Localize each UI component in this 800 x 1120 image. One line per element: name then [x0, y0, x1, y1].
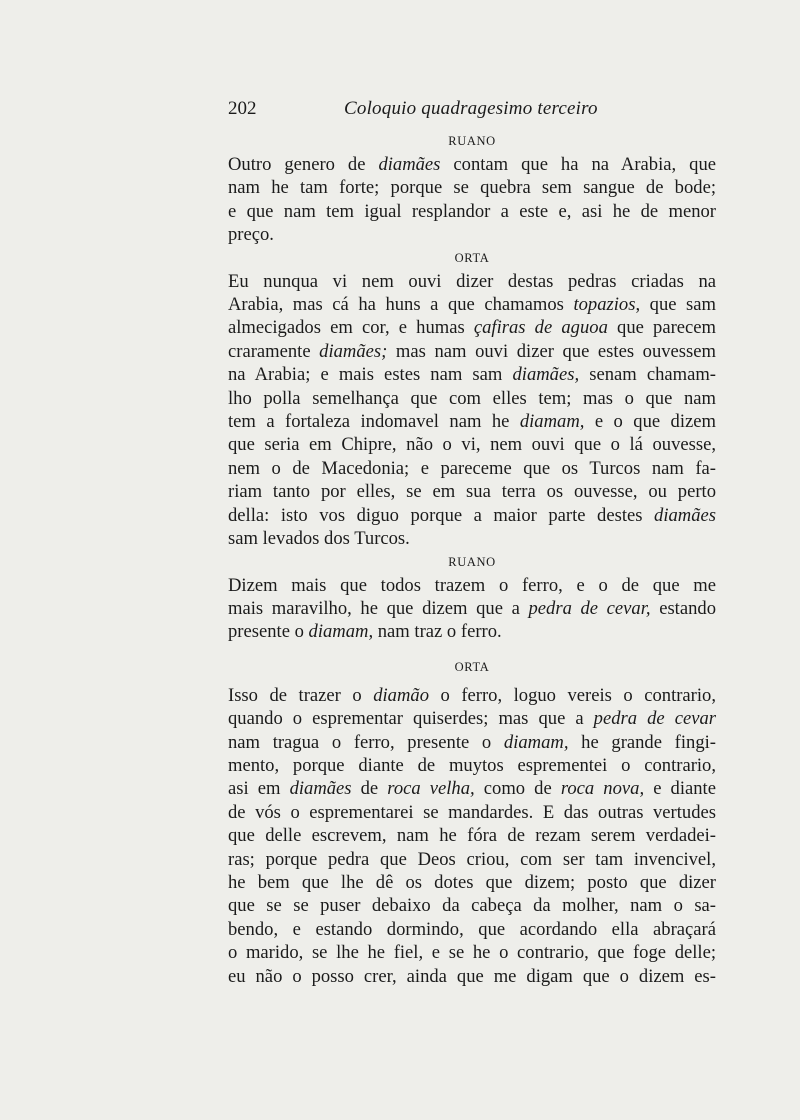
text-line: nam he tam forte; porque se quebra sem sangue de bode; [228, 177, 716, 199]
text-line: mais maravilho, he que dizem que a pedra de cevar, estando [228, 597, 716, 619]
text-line: sam levados dos Turcos. [228, 528, 410, 550]
speaker-label: RUANO [448, 554, 496, 569]
speech-paragraph [228, 270, 716, 551]
text-line: o marido, se lhe he fiel, e se he o contrario, que foge delle; [228, 942, 716, 964]
italic-term: topazios [573, 294, 636, 316]
speaker-label: RUANO [448, 134, 496, 148]
text-line: riam tanto por elles, se em sua terra os ouvesse, ou perto [228, 481, 716, 503]
text-line: Arabia, mas cá ha huns a que chamamos topazios, que sam [228, 294, 716, 316]
text-line: ras; porque pedra que Deos criou, com ser tam invencivel, [228, 848, 716, 870]
text-line: que se se puser debaixo da cabeça da molher, nam o sa- [228, 895, 716, 917]
text-line: presente o diamam, nam traz o ferro. [228, 621, 502, 643]
text-line: que delle escrevem, nam he fóra de rezam serem verdadei- [228, 825, 716, 847]
italic-term: diamães [289, 778, 352, 800]
text-line: craramente diamães; mas nam ouvi dizer que estes ouvessem [228, 340, 716, 362]
text-line: Eu nunqua vi nem ouvi dizer destas pedras criadas na [228, 270, 716, 292]
text-line: de vós o esprementarei se mandardes. E das outras vertudes [228, 801, 716, 823]
text-line: que seria em Chipre, não o vi, nem ouvi que o lá ouvesse, [228, 434, 716, 456]
text-line: della: isto vos diguo porque a maior parte destes diamães [228, 504, 716, 526]
italic-term: çafiras de aguoa [473, 317, 608, 339]
speaker-label: ORTA [454, 250, 490, 265]
page-header [228, 98, 716, 124]
text-line: na Arabia; e mais estes nam sam diamães, senam chamam- [228, 364, 716, 386]
text-line: e que nam tem igual resplandor a este e, asi he de menor [228, 200, 716, 222]
italic-term: pedra de cevar [593, 708, 716, 730]
italic-term: diamães [378, 154, 441, 175]
text-line: eu não o posso crer, ainda que me digam que o dizem es- [228, 965, 716, 987]
text-line: Outro genero de diamães contam que ha na Arabia, que [228, 154, 716, 175]
italic-term: pedra de cevar, [528, 597, 651, 619]
speaker-label: ORTA [454, 659, 490, 674]
page-number: 202 [228, 98, 257, 119]
italic-term: diamães; [319, 340, 388, 362]
running-title: Coloquio quadragesimo terceiro [344, 98, 598, 119]
speech-paragraph [228, 684, 716, 988]
text-line: Dizem mais que todos trazem o ferro, e o de que me [228, 574, 716, 596]
speech-paragraph [228, 153, 716, 247]
text-line: asi em diamães de roca velha, como de roca nova, e diante [228, 778, 716, 800]
text-line: lho polla semelhança que com elles tem; mas o que nam [228, 387, 716, 409]
text-line: tem a fortaleza indomavel nam he diamam, e o que dizem [228, 411, 716, 433]
italic-term: diamam, [519, 411, 585, 433]
text-line: Isso de trazer o diamão o ferro, loguo vereis o contrario, [228, 684, 716, 706]
speech-paragraph [228, 574, 716, 644]
text-line: almecigados em cor, e humas çafiras de aguoa que parecem [228, 317, 716, 339]
italic-term: diamão [373, 684, 429, 706]
italic-term: roca nova, [560, 778, 645, 800]
text-line: preço. [228, 224, 274, 246]
italic-term: roca velha, [387, 778, 475, 800]
text-line: bendo, e estando dormindo, que acordando ella abraçará [228, 918, 716, 940]
text-line: mento, porque diante de muytos esprementei o contrario, [228, 754, 716, 776]
italic-term: diamam, [308, 621, 374, 643]
italic-term: diamães, [512, 364, 580, 386]
text-line: nam tragua o ferro, presente o diamam, he grande fingi- [228, 731, 716, 753]
text-line: quando o esprementar quiserdes; mas que a pedra de cevar [228, 708, 716, 730]
italic-term: diamam, [503, 731, 569, 753]
dialogue-text [228, 132, 716, 988]
text-line: he bem que lhe dê os dotes que dizem; posto que dizer [228, 871, 716, 893]
italic-term: diamães [654, 504, 716, 526]
text-line: nem o de Macedonia; e pareceme que os Turcos nam fa- [228, 457, 716, 479]
